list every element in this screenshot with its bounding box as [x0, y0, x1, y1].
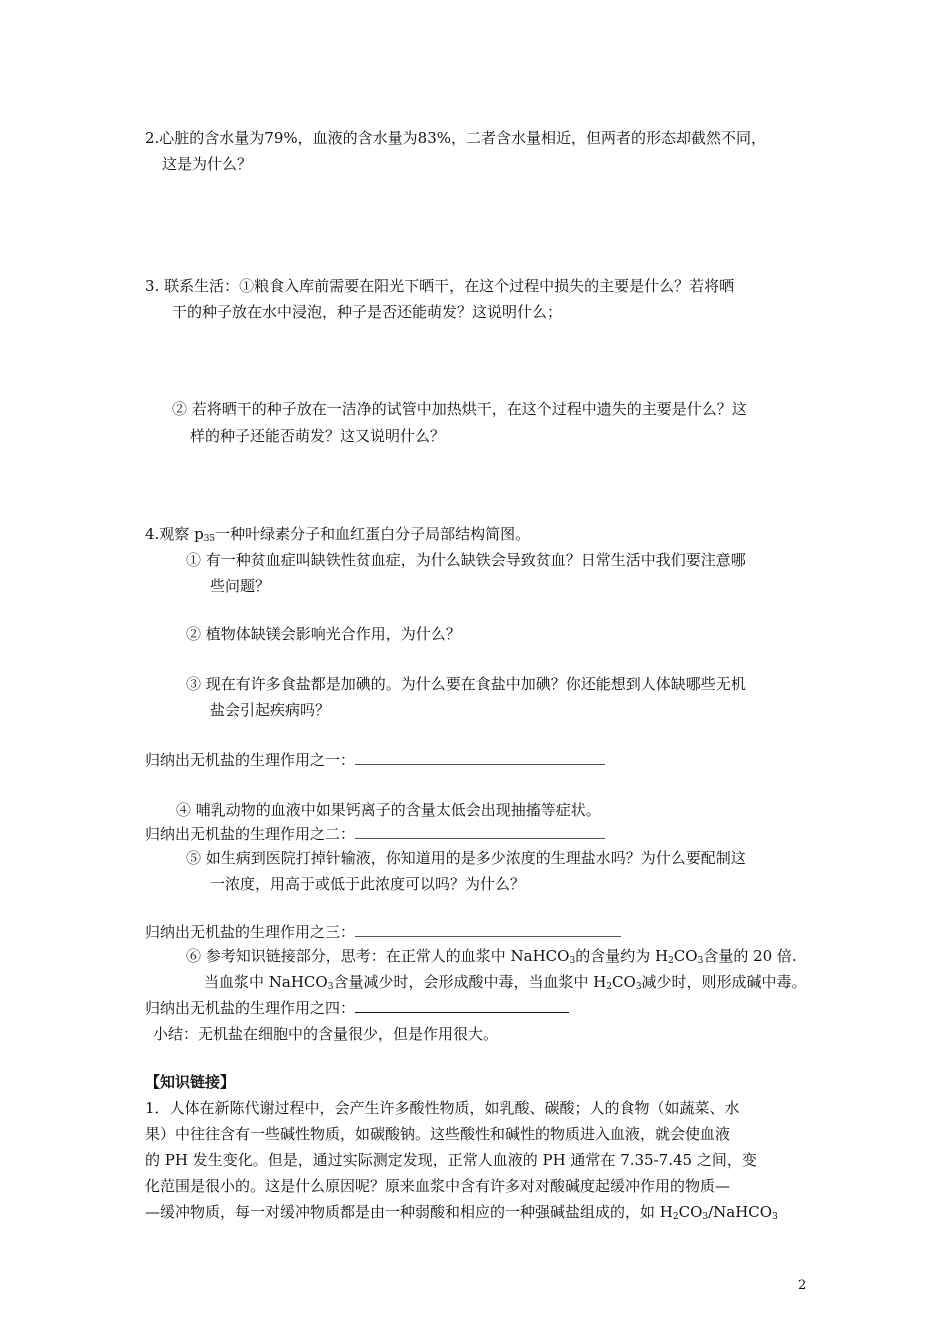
knowledge-p1-line-5-c: /NaHCO [708, 1203, 773, 1221]
knowledge-p1-line-5-sub2: 3 [702, 1212, 709, 1222]
q4-sub5-line-2: 一浓度，用高于或低于此浓度可以吗？为什么？ [210, 875, 526, 893]
q4-sub6-line-2-sub2: 2 [606, 982, 613, 992]
page-number: 2 [798, 1278, 807, 1293]
q4-sub6-line-2 [204, 972, 807, 997]
q4-sub6-line-2-sub3: 3 [635, 982, 642, 992]
knowledge-p1-line-5-sub1: 2 [672, 1212, 679, 1222]
answer-blank-3[interactable] [355, 922, 621, 937]
summary-4-label: 归纳出无机盐的生理作用之四： [145, 999, 356, 1017]
answer-blank-1[interactable] [355, 750, 605, 765]
q4-sub6-line-2-c: CO [612, 973, 636, 991]
q3-line-1: 3. 联系生活：①粮食入库前需要在阳光下晒干，在这个过程中损失的主要是什么？若将晒 [145, 277, 735, 295]
q4-sub2: ② 植物体缺镁会影响光合作用，为什么？ [186, 625, 461, 643]
q4-sub6-line-2-sub1: 3 [327, 982, 334, 992]
q4-sub6-line-2-d: 减少时，则形成碱中毒。 [641, 973, 807, 991]
summary-1-label: 归纳出无机盐的生理作用之一： [145, 751, 356, 769]
q4-sub6-line-1-sub2: 2 [668, 956, 674, 966]
knowledge-p1-line-5 [145, 1202, 778, 1227]
summary-1 [145, 750, 605, 770]
summary-3 [145, 922, 621, 942]
q4-sub6-line-1-sub1: 3 [569, 956, 576, 966]
knowledge-p1-line-4: 化范围是很小的。这是什么原因呢？原来血浆中含有许多对对酸碱度起缓冲作用的物质— [145, 1177, 731, 1195]
q4-sub3-line-1: ③ 现在有许多食盐都是加碘的。为什么要在食盐中加碘？你还能想到人体缺哪些无机 [186, 675, 746, 693]
summary-2-label: 归纳出无机盐的生理作用之二： [145, 825, 356, 843]
q4-sub6-line-1-sub3: 3 [697, 956, 704, 966]
knowledge-p1-line-1: 1．人体在新陈代谢过程中，会产生许多酸性物质，如乳酸、碳酸；人的食物（如蔬菜、水 [145, 1099, 740, 1117]
q4-sub6-line-2-a: 当血浆中 NaHCO [204, 973, 328, 991]
q4-sub5-line-1: ⑤ 如生病到医院打掉针输液，你知道用的是多少浓度的生理盐水吗？为什么要配制这 [186, 849, 746, 867]
q4-sub6-line-1-b: 的含量约为 H [575, 947, 669, 965]
q4-intro-subscript: 35 [203, 534, 216, 544]
knowledge-heading: 【知识链接】 [145, 1073, 236, 1091]
q4-sub6-line-1-d: 含量的 20 倍. [703, 947, 797, 965]
q4-sub6-line-2-b: 含量减少时，会形成酸中毒，当血浆中 H [333, 973, 607, 991]
answer-blank-4[interactable] [355, 998, 569, 1013]
q4-sub4: ④ 哺乳动物的血液中如果钙离子的含量太低会出现抽搐等症状。 [176, 801, 601, 819]
q4-sub6-line-1 [186, 946, 797, 971]
knowledge-p1-line-5-b: CO [678, 1203, 703, 1221]
q3-line-2: 干的种子放在水中浸泡，种子是否还能萌发？这说明什么； [172, 303, 563, 321]
conclusion: 小结：无机盐在细胞中的含量很少，但是作用很大。 [153, 1025, 499, 1043]
answer-blank-2[interactable] [355, 824, 605, 839]
knowledge-p1-line-2: 果）中往往含有一些碱性物质，如碳酸钠。这些酸性和碱性的物质进入血液，就会使血液 [145, 1125, 731, 1143]
q4-sub6-line-1-a: ⑥ 参考知识链接部分，思考：在正常人的血浆中 NaHCO [186, 947, 570, 965]
knowledge-p1-line-5-sub3: 3 [772, 1212, 778, 1222]
q4-sub1-line-1: ① 有一种贫血症叫缺铁性贫血症，为什么缺铁会导致贫血？日常生活中我们要注意哪 [186, 551, 746, 569]
q4-sub3-line-2: 盐会引起疾病吗？ [210, 701, 331, 719]
q2-line-2: 这是为什么？ [162, 155, 253, 173]
q3-sub2-line-1: ② 若将晒干的种子放在一洁净的试管中加热烘干，在这个过程中遗失的主要是什么？这 [172, 400, 747, 418]
summary-2 [145, 824, 605, 844]
q4-sub1-line-2: 些问题？ [210, 577, 271, 595]
q4-intro [145, 524, 530, 549]
q2-line-1: 2.心脏的含水量为79%，血液的含水量为83%，二者含水量相近，但两者的形态却截然不同， [145, 129, 766, 147]
summary-3-label: 归纳出无机盐的生理作用之三： [145, 923, 356, 941]
q4-sub6-line-1-c: CO [673, 947, 698, 965]
summary-4 [145, 998, 569, 1018]
knowledge-p1-line-5-a: —缓冲物质，每一对缓冲物质都是由一种弱酸和相应的一种强碱盐组成的，如 H [145, 1203, 673, 1221]
q4-intro-text-b: 一种叶绿素分子和血红蛋白分子局部结构简图。 [215, 525, 531, 543]
q4-intro-text-a: 4.观察 p [145, 525, 204, 543]
knowledge-p1-line-3: 的 PH 发生变化。但是，通过实际测定发现，正常人血液的 PH 通常在 7.35-7.45 之间，变 [145, 1151, 757, 1169]
q3-sub2-line-2: 样的种子还能否萌发？这又说明什么？ [190, 427, 446, 445]
